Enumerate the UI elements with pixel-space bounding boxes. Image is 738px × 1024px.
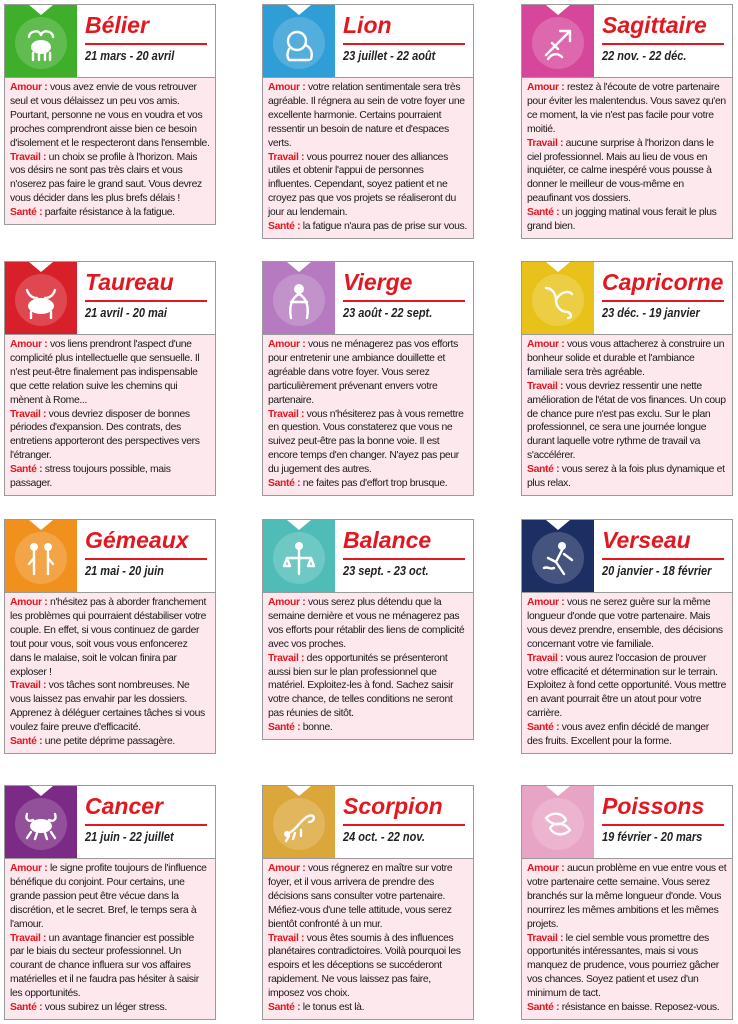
amour-label: Amour : (527, 339, 565, 350)
sign-card (4, 4, 216, 225)
travail-text: un choix se profile à l'horizon. Mais vos désirs ne sont pas très clairs et vous n'oserez pas faire le grand saut. Vous devrez vous décider dans les plus brefs délais ! (10, 151, 202, 205)
amour-text: n'hésitez pas à aborder franchement les problèmes qui pourraient déstabiliser votre couple. En effet, si vous continuez de garder tout pour vous, soit vous vous enfoncerez dans le malaise, soit le volcan finira par exploser ! (10, 597, 207, 678)
sign-badge (5, 5, 77, 77)
title-rule (602, 300, 724, 302)
sante-text: ne faites pas d'effort trop brusque. (302, 478, 448, 490)
sante-label: Santé : (527, 464, 560, 476)
amour-label: Amour : (527, 863, 565, 874)
amour-paragraph (10, 862, 210, 932)
sign-dates: 21 mars - 20 avril (85, 49, 175, 63)
amour-paragraph (10, 81, 210, 151)
card-header (263, 520, 473, 593)
sign-dates: 23 juillet - 22 août (343, 49, 436, 63)
title-rule (602, 824, 724, 826)
sign-badge (5, 786, 77, 858)
sante-label: Santé : (10, 464, 43, 476)
amour-text: vous serez plus détendu que la semaine dernière et vous ne ménagerez pas vos efforts pour rétablir des liens de complicité avec vos proches. (268, 597, 465, 650)
forecast-text (5, 859, 215, 1019)
sante-paragraph (268, 1001, 468, 1015)
title-rule (85, 558, 207, 560)
travail-text: vous êtes soumis à des influences planétaires contradictoires. Voilà pourquoi les espoirs et les déceptions se succéderont rapidement. Ne vous laissez pas faire, imposez vos choix. (268, 932, 461, 1000)
sign-name: Gémeaux (85, 527, 189, 553)
sante-label: Santé : (10, 1002, 43, 1014)
sante-text: résistance en baisse. Reposez-vous. (561, 1002, 720, 1014)
sign-card (262, 519, 474, 740)
amour-paragraph (527, 596, 727, 652)
travail-label: Travail : (268, 151, 305, 163)
travail-text: le ciel semble vous promettre des opportunités intéressantes, mais si vous manquez de prudence, vous pourriez gâcher vos chances. Soyez patient et usez d'un minimum de tact. (527, 932, 719, 1000)
twins-icon (21, 538, 61, 578)
travail-label: Travail : (10, 680, 47, 692)
card-header (263, 786, 473, 859)
sante-label: Santé : (10, 736, 43, 748)
travail-text: un avantage financier est possible par le biais du secteur professionnel. Un courant de chance influera sur vos affaires matérielles et il ne faudra pas hésiter à saisir les opportunités. (10, 932, 199, 1000)
title-rule (85, 824, 207, 826)
scorpion-icon (279, 804, 319, 844)
sign-name: Verseau (602, 527, 691, 553)
sign-name: Vierge (343, 269, 413, 295)
travail-paragraph (268, 151, 468, 221)
goat-icon (538, 280, 578, 320)
forecast-text (5, 335, 215, 495)
sante-text: vous serez à la fois plus dynamique et plus relax. (527, 464, 725, 490)
sante-paragraph (268, 721, 468, 735)
card-header (5, 262, 215, 335)
sign-card (521, 4, 733, 239)
sign-dates: 23 sept. - 23 oct. (343, 564, 429, 578)
travail-label: Travail : (268, 932, 305, 944)
sante-label: Santé : (268, 478, 301, 490)
sante-paragraph (10, 1001, 210, 1015)
sante-text: stress toujours possible, mais passager. (10, 464, 171, 490)
virgin-icon (279, 280, 319, 320)
sante-paragraph (527, 1001, 727, 1015)
sign-badge (263, 520, 335, 592)
amour-paragraph (268, 596, 468, 652)
card-header (263, 262, 473, 335)
amour-text: vous vous attacherez à construire un bonheur solide et durable et l'ambiance familiale sera très agréable. (527, 339, 725, 378)
forecast-text (263, 78, 473, 238)
title-rule (343, 824, 465, 826)
sante-text: la fatigue n'aura pas de prise sur vous. (302, 221, 467, 233)
travail-paragraph (527, 380, 727, 463)
travail-paragraph (268, 932, 468, 1002)
amour-paragraph (527, 338, 727, 380)
amour-paragraph (268, 81, 468, 151)
travail-paragraph (268, 408, 468, 478)
sante-paragraph (10, 206, 210, 220)
sign-badge (522, 262, 594, 334)
amour-label: Amour : (10, 863, 48, 874)
sante-text: un jogging matinal vous ferait le plus grand bien. (527, 207, 717, 233)
sign-card (521, 519, 733, 754)
travail-paragraph (268, 652, 468, 722)
sante-text: une petite déprime passagère. (44, 736, 175, 748)
travail-label: Travail : (527, 137, 564, 149)
travail-paragraph (10, 679, 210, 735)
forecast-text (5, 593, 215, 753)
amour-label: Amour : (10, 339, 48, 350)
forecast-text (522, 859, 732, 1019)
sign-dates: 21 mai - 20 juin (85, 564, 164, 578)
travail-label: Travail : (10, 151, 47, 163)
amour-text: restez à l'écoute de votre partenaire pour éviter les malentendus. Vous savez qu'en ce moment, la vie n'est pas facile pour votre moitié. (527, 82, 726, 135)
card-header (5, 5, 215, 78)
sante-label: Santé : (10, 207, 43, 219)
sign-dates: 23 août - 22 sept. (343, 306, 433, 320)
amour-paragraph (527, 81, 727, 137)
sign-badge (522, 5, 594, 77)
amour-label: Amour : (268, 82, 306, 93)
sante-paragraph (268, 220, 468, 234)
travail-paragraph (527, 652, 727, 722)
card-header (5, 520, 215, 593)
fish-icon (538, 804, 578, 844)
sign-dates: 24 oct. - 22 nov. (343, 830, 425, 844)
amour-paragraph (268, 862, 468, 932)
ram-icon (21, 23, 61, 63)
title-rule (602, 43, 724, 45)
sign-badge (5, 262, 77, 334)
sante-label: Santé : (527, 722, 560, 734)
travail-label: Travail : (268, 408, 305, 420)
travail-label: Travail : (527, 380, 564, 392)
crab-icon (21, 804, 61, 844)
sign-dates: 21 juin - 22 juillet (85, 830, 174, 844)
amour-label: Amour : (268, 597, 306, 608)
amour-label: Amour : (268, 339, 306, 350)
card-header (522, 786, 732, 859)
sante-text: parfaite résistance à la fatigue. (44, 207, 175, 219)
sign-dates: 23 déc. - 19 janvier (602, 306, 700, 320)
sign-badge (263, 262, 335, 334)
sante-paragraph (527, 206, 727, 234)
travail-paragraph (10, 932, 210, 1002)
sign-dates: 22 nov. - 22 déc. (602, 49, 687, 63)
amour-label: Amour : (10, 82, 48, 93)
sante-label: Santé : (268, 1002, 301, 1014)
sante-label: Santé : (527, 1002, 560, 1014)
sign-name: Bélier (85, 12, 149, 38)
title-rule (343, 300, 465, 302)
sign-name: Lion (343, 12, 392, 38)
amour-paragraph (268, 338, 468, 408)
sign-card (521, 785, 733, 1020)
sign-card (262, 261, 474, 496)
sign-card (262, 785, 474, 1020)
forecast-text (522, 593, 732, 753)
amour-text: vous ne ménagerez pas vos efforts pour entretenir une ambiance douillette et agréable dans votre foyer. Vous serez particulièrement prévenant envers votre partenaire. (268, 339, 458, 406)
forecast-text (263, 335, 473, 495)
amour-label: Amour : (10, 597, 48, 608)
forecast-text (522, 78, 732, 238)
sign-card (521, 261, 733, 496)
travail-label: Travail : (527, 652, 564, 664)
sign-name: Scorpion (343, 793, 443, 819)
bull-icon (21, 280, 61, 320)
sign-card (262, 4, 474, 239)
sign-card (4, 261, 216, 496)
amour-label: Amour : (527, 597, 565, 608)
amour-label: Amour : (527, 82, 565, 93)
amour-paragraph (527, 862, 727, 932)
sign-dates: 20 janvier - 18 février (602, 564, 712, 578)
sign-dates: 19 février - 20 mars (602, 830, 703, 844)
card-header (522, 262, 732, 335)
sign-name: Cancer (85, 793, 163, 819)
card-header (522, 520, 732, 593)
amour-text: vous régnerez en maître sur votre foyer, et il vous arrivera de prendre des décisions sans consulter votre partenaire. Méfiez-vous d'une telle attitude, vous serez bientôt confronté à un mur. (268, 863, 453, 930)
sign-name: Sagittaire (602, 12, 707, 38)
sign-badge (263, 5, 335, 77)
lion-icon (279, 23, 319, 63)
travail-text: vous devriez disposer de bonnes périodes d'expansion. Des contrats, des entretiens apporteront des perspectives vers l'étranger. (10, 408, 200, 462)
travail-paragraph (10, 151, 210, 207)
card-header (5, 786, 215, 859)
title-rule (85, 300, 207, 302)
travail-text: vous aurez l'occasion de prouver votre efficacité et détermination sur le terrain. Exploitez à fond cette opportunité. Vous mettre en avant pourrait être un atout pour votre carrière. (527, 652, 726, 720)
sante-text: vous avez enfin décidé de manger des fruits. Excellent pour la forme. (527, 722, 709, 748)
sante-label: Santé : (527, 207, 560, 219)
travail-label: Travail : (268, 652, 305, 664)
travail-label: Travail : (10, 408, 47, 420)
forecast-text (522, 335, 732, 495)
amour-paragraph (10, 338, 210, 408)
travail-label: Travail : (10, 932, 47, 944)
title-rule (602, 558, 724, 560)
amour-text: le signe profite toujours de l'influence bénéfique du conjoint. Pour certains, une grande passion peut être vécue dans la discrétion, et le secret. Bref, le temps sera à l'amour. (10, 863, 207, 930)
scales-icon (279, 538, 319, 578)
sign-name: Balance (343, 527, 432, 553)
travail-text: vos tâches sont nombreuses. Ne vous laissez pas envahir par les dossiers. Apprenez à déléguer certaines tâches si vous voulez faire preuve d'efficacité. (10, 680, 205, 734)
travail-paragraph (527, 932, 727, 1002)
travail-text: aucune surprise à l'horizon dans le ciel professionnel. Mais au lieu de vous en inquiéter, ce calme inespéré vous pousse à donner le meilleur de vous-même en peaufinant vos dossiers. (527, 137, 714, 205)
sante-label: Santé : (268, 221, 301, 233)
title-rule (343, 558, 465, 560)
sign-badge (522, 520, 594, 592)
sante-paragraph (10, 735, 210, 749)
sante-text: vous subirez un léger stress. (44, 1002, 167, 1014)
sante-paragraph (10, 463, 210, 491)
sante-paragraph (268, 477, 468, 491)
sante-text: le tonus est là. (302, 1002, 365, 1014)
amour-text: votre relation sentimentale sera très agréable. Il régnera au sein de votre foyer une excellente harmonie. Certains pourraient ressentir un besoin de nature et d'espaces verts. (268, 82, 465, 149)
forecast-text (5, 78, 215, 224)
travail-text: vous n'hésiterez pas à vous remettre en question. Vous constaterez que vous ne suivez peut-être pas la bonne voie. Il est encore temps d'en changer. N'ayez pas peur du jugement des autres. (268, 408, 464, 476)
amour-text: vous avez envie de vous retrouver seul et vous délaissez un peu vos amis. Pourtant, personne ne vous en voudra et vos proches comprendront aisse bien ce besoin d'isolement et le respecteront dans l'ensemble. (10, 82, 210, 149)
title-rule (85, 43, 207, 45)
amour-label: Amour : (268, 863, 306, 874)
amour-text: vos liens prendront l'aspect d'une complicité plus intellectuelle que sensuelle. Il n'est peut-être finalement pas indispensable que cette relation suive les chemins qui mènent à Rome... (10, 339, 200, 406)
sign-name: Poissons (602, 793, 705, 819)
sante-label: Santé : (268, 722, 301, 734)
travail-label: Travail : (527, 932, 564, 944)
amour-text: aucun problème en vue entre vous et votre partenaire cette semaine. Vous serez branchés sur la même longueur d'onde. Vous nourrirez les mêmes ambitions et les mêmes projets. (527, 863, 727, 930)
card-header (522, 5, 732, 78)
archer-icon (538, 23, 578, 63)
sign-badge (522, 786, 594, 858)
sign-badge (5, 520, 77, 592)
sign-name: Taureau (85, 269, 174, 295)
sign-card (4, 519, 216, 754)
amour-paragraph (10, 596, 210, 679)
water-bearer-icon (538, 538, 578, 578)
title-rule (343, 43, 465, 45)
sign-name: Capricorne (602, 269, 724, 295)
travail-paragraph (527, 137, 727, 207)
sign-badge (263, 786, 335, 858)
sante-paragraph (527, 463, 727, 491)
travail-text: vous devriez ressentir une nette amélioration de l'état de vos finances. Un coup de chance pure n'est pas exclu. Sur le plan professionnel, ce sera une journée longue durant laquelle votre rythme de travail va s'accélérer. (527, 380, 726, 462)
amour-text: vous ne serez guère sur la même longueur d'onde que votre partenaire. Mais vous devez prendre, ensemble, des décisions concernant votre vie familiale. (527, 597, 723, 650)
forecast-text (263, 593, 473, 739)
sante-text: bonne. (302, 722, 333, 734)
sign-dates: 21 avril - 20 mai (85, 306, 167, 320)
sante-paragraph (527, 721, 727, 749)
travail-text: vous pourrez nouer des alliances utiles et obtenir l'appui de personnes influentes. Cependant, soyez patient et ne croyez pas que vos projets se réaliseront du jour au lendemain. (268, 151, 456, 219)
travail-paragraph (10, 408, 210, 464)
travail-text: des opportunités se présenteront aussi bien sur le plan professionnel que matériel. Exploitez-les à fond. Sachez saisir votre chance, de telles conditions ne seront pas réunies de sitôt. (268, 652, 454, 720)
sign-card (4, 785, 216, 1020)
card-header (263, 5, 473, 78)
forecast-text (263, 859, 473, 1019)
